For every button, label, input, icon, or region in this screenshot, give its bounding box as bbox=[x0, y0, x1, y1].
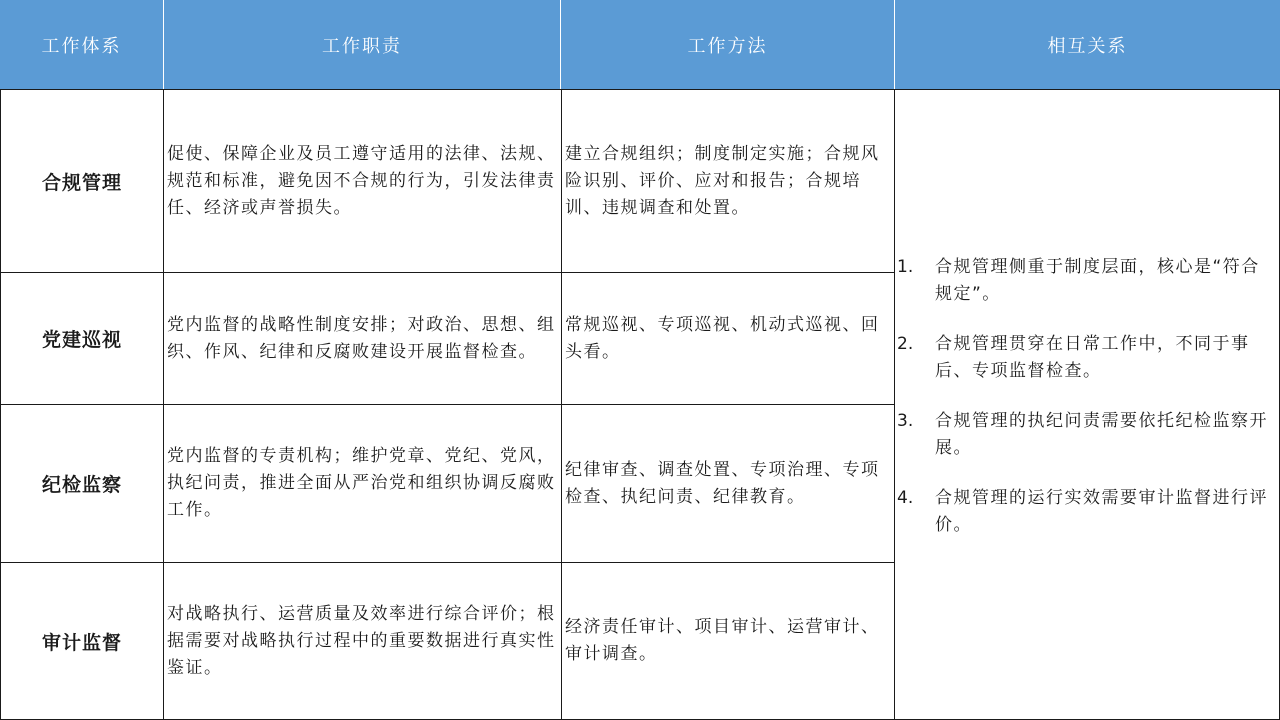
row-system-name: 审计监督 bbox=[41, 631, 122, 654]
row-duty-text: 促使、保障企业及员工遵守适用的法律、法规、规范和标准，避免因不合规的行为，引发法律责任、经济或声誉损失。 bbox=[167, 143, 556, 218]
row-duty-text: 党内监督的专责机构；维护党章、党纪、党风，执纪问责，推进全面从严治党和组织协调反腐败工作。 bbox=[167, 446, 556, 520]
row-method-text: 经济责任审计、项目审计、运营审计、审计调查。 bbox=[565, 617, 880, 664]
header-work-method: 工作方法 bbox=[561, 0, 895, 89]
header-work-duty: 工作职责 bbox=[164, 0, 561, 89]
list-item-number: 2. bbox=[897, 334, 914, 354]
list-item-text: 合规管理的运行实效需要审计监督进行评价。 bbox=[935, 488, 1268, 535]
list-item bbox=[895, 254, 1280, 308]
row-method-text: 纪律审查、调查处置、专项治理、专项检查、执纪问责、纪律教育。 bbox=[565, 459, 880, 507]
row-system-name: 纪检监察 bbox=[41, 474, 122, 496]
list-item-text: 合规管理的执纪问责需要依托纪检监察开展。 bbox=[935, 411, 1268, 458]
list-item-text: 合规管理贯穿在日常工作中，不同于事后、专项监督检查。 bbox=[935, 334, 1250, 381]
relations-list bbox=[895, 89, 1280, 720]
list-item bbox=[895, 331, 1280, 385]
list-item-number: 4. bbox=[897, 488, 914, 508]
list-item-text: 合规管理侧重于制度层面，核心是“符合规定”。 bbox=[935, 257, 1260, 304]
row-system-name: 合规管理 bbox=[41, 171, 122, 194]
list-item bbox=[895, 485, 1280, 539]
row-system-name: 党建巡视 bbox=[41, 329, 122, 351]
row-duty-text: 党内监督的战略性制度安排；对政治、思想、组织、作风、纪律和反腐败建设开展监督检查。 bbox=[167, 314, 556, 362]
list-item bbox=[895, 408, 1280, 462]
header-mutual-relation: 相互关系 bbox=[895, 0, 1280, 89]
list-item-number: 1. bbox=[897, 257, 914, 277]
row-method-text: 建立合规组织；制度制定实施；合规风险识别、评价、应对和报告；合规培训、违规调查和处置。 bbox=[565, 143, 880, 218]
header-work-system: 工作体系 bbox=[0, 0, 164, 89]
list-item-number: 3. bbox=[897, 411, 914, 431]
row-duty-text: 对战略执行、运营质量及效率进行综合评价；根据需要对战略执行过程中的重要数据进行真实性鉴证。 bbox=[167, 603, 556, 678]
row-method-text: 常规巡视、专项巡视、机动式巡视、回头看。 bbox=[565, 314, 880, 362]
